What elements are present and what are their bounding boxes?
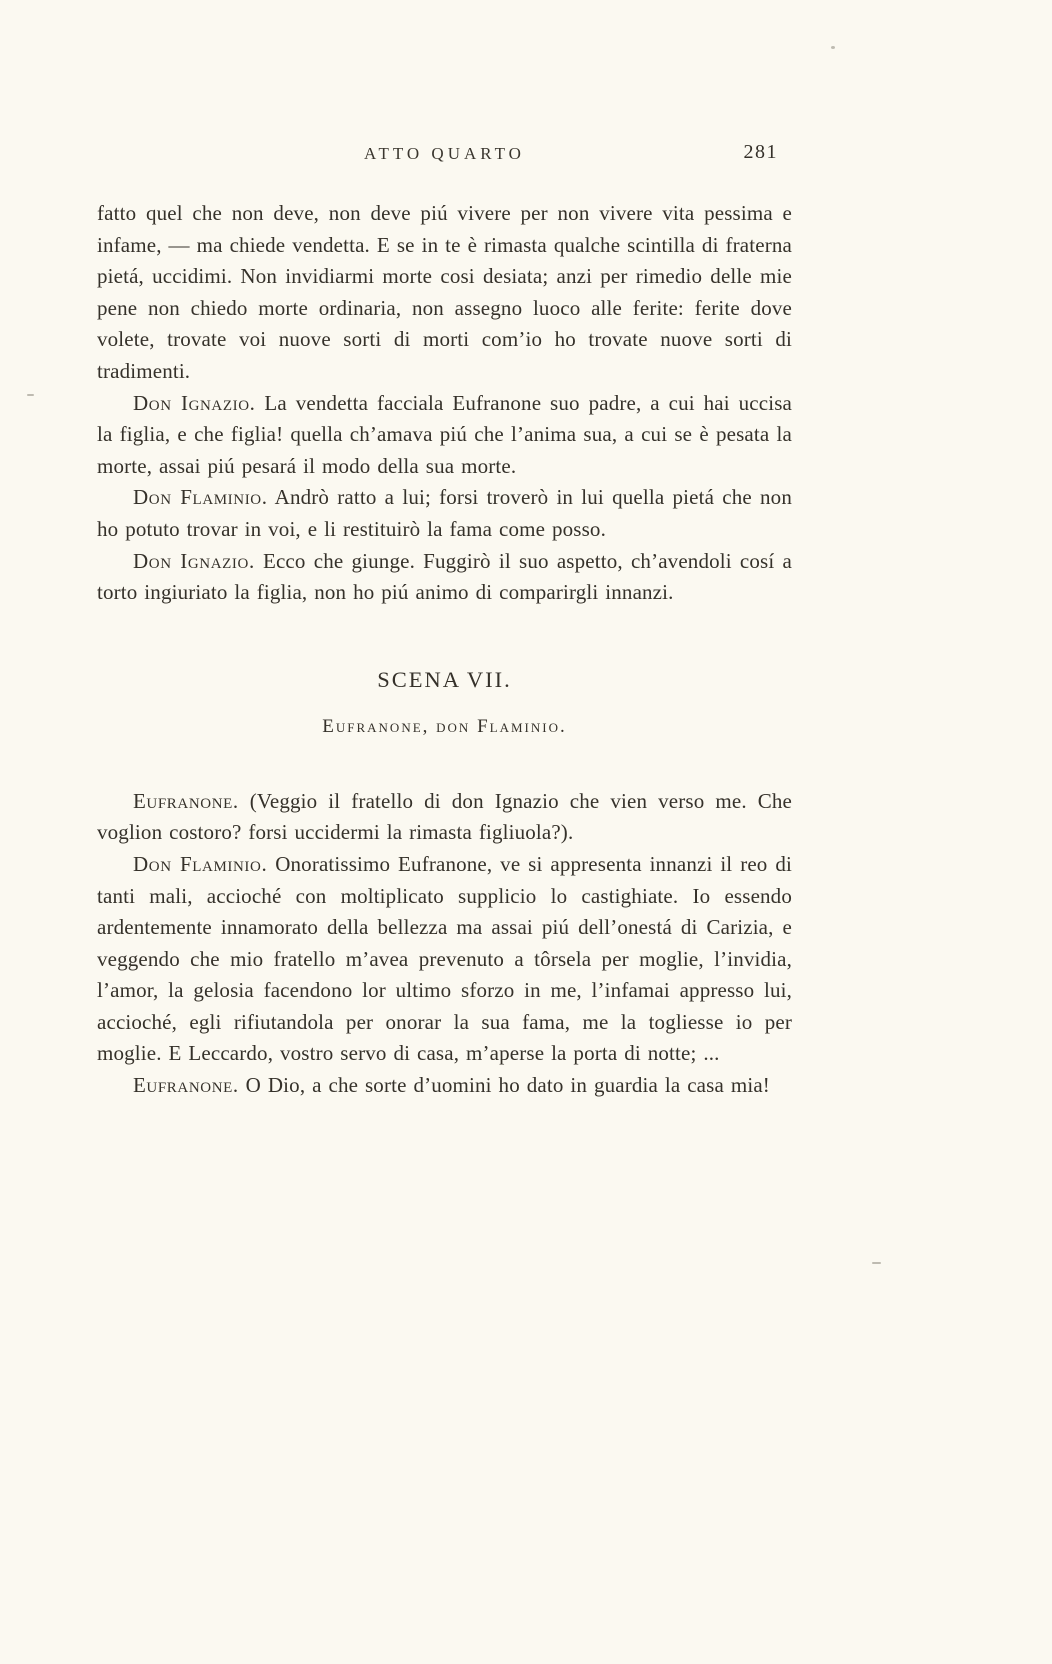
dialogue-paragraph xyxy=(97,1070,792,1102)
dialogue-text: Onoratissimo Eufranone, ve si appresenta innanzi il reo di tanti mali, accioché con moltiplicato supplicio lo castighiate. Io essendo ardentemente innamorato della bellezza ma assai piú dell’onestá di Carizia, e veggendo che mio fratello m’avea prevenuto a tôrsela per moglie, l’invidia, l’amor, la gelosia facendono lor ultimo sforzo in me, l’infamai appresso lui, accioché, egli rifiutandola per onorar la sua fama, me la togliesse io per moglie. E Leccardo, vostro servo di casa, m’aperse la porta di notte; ... xyxy=(97,851,792,1066)
scene-heading: SCENA VII. xyxy=(377,666,512,692)
dialogue-paragraph xyxy=(97,786,792,849)
text-block xyxy=(97,140,792,1102)
speaker-name: Don Flaminio. xyxy=(133,851,268,876)
dialogue-paragraph xyxy=(97,546,792,609)
dialogue-text: Ecco che giunge. Fuggirò il suo aspetto, ch’avendoli cosí a torto ingiuriato la figlia, non ho piú animo di comparirgli innanzi. xyxy=(97,548,792,605)
speaker-name: Don Ignazio. xyxy=(133,548,255,573)
speaker-name: Eufranone. xyxy=(133,1073,239,1098)
running-header xyxy=(97,140,792,174)
page-body xyxy=(97,198,792,1102)
speaker-name: Don Ignazio. xyxy=(133,390,256,415)
paragraph-text: fatto quel che non deve, non deve piú vivere per non vivere vita pessima e infame, — ma chiede vendetta. E se in te è rimasta qualche scintilla di fraterna pietá, uccidimi. Non invidiarmi morte cosi desiata; anzi per rimedio delle mie pene non chiedo morte ordinaria, non assegno luoco alle ferite: ferite dove volete, trovate voi nuove sorti di morti com’io ho trovate nuove sorti di tradimenti. xyxy=(97,201,792,383)
dialogue-text: Andrò ratto a lui; forsi troverò in lui quella pietá che non ho potuto trovar in voi, e li restituirò la fama come posso. xyxy=(97,485,792,541)
dialogue-text: (Veggio il fratello di don Ignazio che vien verso me. Che voglion costoro? forsi uccidermi la rimasta figliuola?). xyxy=(97,788,793,845)
dialogue-paragraph xyxy=(97,388,792,483)
running-header-title: ATTO QUARTO xyxy=(364,144,525,163)
scan-artifact xyxy=(872,1262,881,1264)
speaker-name: Don Flaminio. xyxy=(133,485,268,510)
dialogue-text: O Dio, a che sorte d’uomini ho dato in guardia la casa mia! xyxy=(245,1073,770,1098)
paragraph-continuation xyxy=(97,198,792,388)
speaker-name: Eufranone. xyxy=(133,788,239,813)
dialogue-text: La vendetta facciala Eufranone suo padre, a cui hai uccisa la figlia, e che figlia! quella ch’amava piú che l’anima sua, a cui se è pesata la morte, assai piú pesará il modo della sua morte. xyxy=(97,390,793,478)
scene-characters: Eufranone, don Flaminio. xyxy=(322,715,567,737)
scan-artifact xyxy=(831,46,835,49)
dialogue-paragraph xyxy=(97,482,792,545)
page-number: 281 xyxy=(743,141,778,163)
dialogue-paragraph xyxy=(97,849,792,1070)
scan-artifact xyxy=(27,394,34,396)
